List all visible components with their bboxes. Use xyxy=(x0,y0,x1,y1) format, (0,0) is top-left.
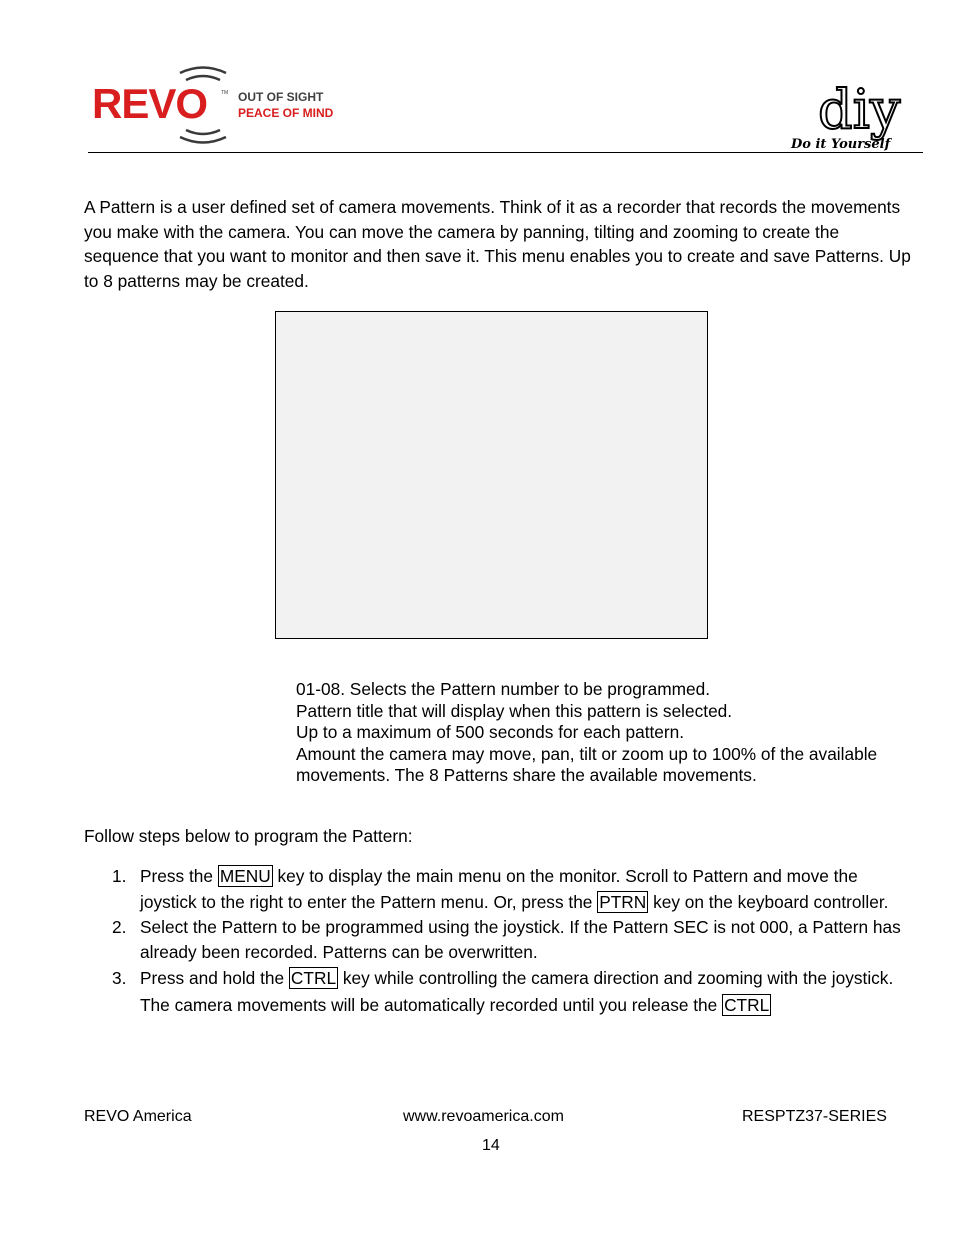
definition-pattern-movement: Amount the camera may move, pan, tilt or zoom up to 100% of the available movements. The 8 Patterns share the available movements. xyxy=(296,743,878,786)
step-text: key while controlling the camera direction and zooming with the joystick. The camera movements will be automatically recorded until you release the xyxy=(140,968,894,1015)
step-item xyxy=(110,915,910,965)
svg-text:REVO: REVO xyxy=(92,80,208,127)
step-text: Press the xyxy=(140,866,218,886)
menu-key-label: MENU xyxy=(219,866,271,886)
definition-pattern-seconds: Up to a maximum of 500 seconds for each pattern. xyxy=(296,722,685,743)
revo-logo xyxy=(88,60,248,150)
step-number: 1. xyxy=(112,866,127,886)
intro-paragraph: A Pattern is a user defined set of camera movements. Think of it as a recorder that records the movements you make with the camera. You can move the camera by panning, tilting and zooming to create the sequence that you want to monitor and then save it. This menu enables you to create and save Patterns. Up to 8 patterns may be created. xyxy=(84,197,911,291)
diy-logo xyxy=(788,78,928,152)
logo-tagline xyxy=(238,89,333,121)
step-text: key to display the main menu on the monitor. Scroll to Pattern and move the joystick to the right to enter the Pattern menu. Or, press the xyxy=(140,866,858,912)
ctrl-key-label: CTRL xyxy=(290,968,337,988)
svg-text:Do it Yourself: Do it Yourself xyxy=(791,137,891,152)
step-item xyxy=(110,965,910,1018)
step-number: 3. xyxy=(112,968,127,988)
footer-series: RESPTZ37-SERIES xyxy=(742,1108,887,1125)
footer-website: www.revoamerica.com xyxy=(403,1108,564,1125)
header-rule xyxy=(88,152,923,153)
steps-intro: Follow steps below to program the Pattern: xyxy=(84,826,413,846)
pattern-menu-image xyxy=(275,311,708,639)
steps-list xyxy=(110,863,910,1018)
definition-pattern-title: Pattern title that will display when this pattern is selected. xyxy=(296,700,733,721)
step-number: 2. xyxy=(112,917,127,937)
footer-company: REVO America xyxy=(84,1108,192,1125)
svg-text:diy: diy xyxy=(818,78,901,141)
step-item xyxy=(110,863,910,915)
tagline-line-1: OUT OF SIGHT xyxy=(238,90,324,104)
page-number: 14 xyxy=(482,1137,500,1154)
ptrn-key-label: PTRN xyxy=(599,892,647,912)
svg-text:TM: TM xyxy=(221,90,229,96)
ctrl-key-label: CTRL xyxy=(724,994,770,1015)
definitions-list xyxy=(296,679,916,787)
tagline-line-2: PEACE OF MIND xyxy=(238,106,334,120)
definition-pattern-number: 01-08. Selects the Pattern number to be programmed. xyxy=(296,679,711,699)
step-text: key on the keyboard controller. xyxy=(648,892,889,912)
step-text: Press and hold the xyxy=(140,968,289,988)
step-text: Select the Pattern to be programmed using the joystick. If the Pattern SEC is not 000, a Pattern has already been recorded. Patterns can be overwritten. xyxy=(140,917,901,962)
